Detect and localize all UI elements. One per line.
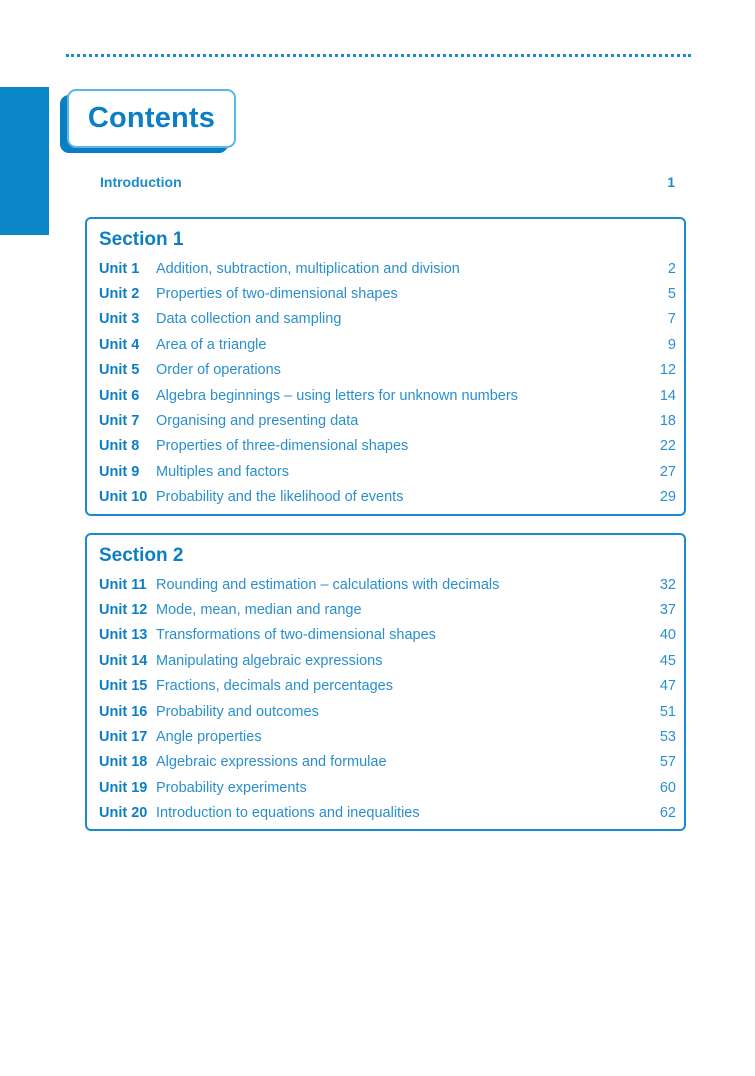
toc-entry-introduction[interactable] bbox=[100, 172, 675, 192]
unit-label: Unit 13 bbox=[99, 627, 148, 644]
section-1-title: Section 1 bbox=[99, 229, 184, 250]
unit-label: Unit 12 bbox=[99, 602, 148, 619]
unit-page-number: 37 bbox=[659, 602, 676, 619]
unit-page-number: 18 bbox=[659, 413, 676, 430]
toc-entry-unit[interactable] bbox=[99, 801, 676, 826]
toc-entry-unit[interactable] bbox=[99, 459, 676, 484]
toc-entry-unit[interactable] bbox=[99, 408, 676, 433]
unit-title: Area of a triangle bbox=[156, 336, 267, 353]
unit-page-number: 32 bbox=[659, 576, 676, 593]
unit-label: Unit 1 bbox=[99, 260, 140, 277]
unit-page-number: 57 bbox=[659, 754, 676, 771]
unit-title: Order of operations bbox=[156, 362, 281, 379]
toc-entry-unit[interactable] bbox=[99, 281, 676, 306]
page-title: Contents bbox=[87, 102, 216, 134]
unit-label: Unit 16 bbox=[99, 703, 148, 720]
toc-entry-unit[interactable] bbox=[99, 485, 676, 510]
unit-title: Properties of three-dimensional shapes bbox=[156, 438, 409, 455]
unit-page-number: 51 bbox=[659, 703, 676, 720]
toc-entry-unit[interactable] bbox=[99, 572, 676, 597]
unit-label: Unit 2 bbox=[99, 286, 140, 303]
toc-entry-unit[interactable] bbox=[99, 358, 676, 383]
unit-title: Addition, subtraction, multiplication and division bbox=[156, 260, 460, 277]
section-1-unit-list bbox=[99, 256, 676, 510]
side-color-tab bbox=[0, 87, 49, 235]
unit-page-number: 22 bbox=[659, 438, 676, 455]
unit-title: Probability and outcomes bbox=[156, 703, 319, 720]
toc-entry-unit[interactable] bbox=[99, 597, 676, 622]
toc-entry-unit[interactable] bbox=[99, 332, 676, 357]
unit-title: Data collection and sampling bbox=[156, 311, 342, 328]
toc-entry-unit[interactable] bbox=[99, 307, 676, 332]
unit-title: Manipulating algebraic expressions bbox=[156, 652, 383, 669]
unit-label: Unit 5 bbox=[99, 362, 140, 379]
unit-page-number: 14 bbox=[659, 387, 676, 404]
section-2-unit-list bbox=[99, 572, 676, 826]
unit-title: Introduction to equations and inequalities bbox=[156, 805, 420, 822]
toc-entry-unit[interactable] bbox=[99, 750, 676, 775]
toc-entry-unit[interactable] bbox=[99, 256, 676, 281]
unit-title: Probability experiments bbox=[156, 779, 307, 796]
toc-entry-unit[interactable] bbox=[99, 674, 676, 699]
unit-page-number: 40 bbox=[659, 627, 676, 644]
unit-label: Unit 3 bbox=[99, 311, 140, 328]
unit-title: Angle properties bbox=[156, 729, 262, 746]
unit-label: Unit 11 bbox=[99, 576, 147, 593]
unit-title: Transformations of two-dimensional shapes bbox=[156, 627, 436, 644]
unit-label: Unit 18 bbox=[99, 754, 148, 771]
unit-title: Probability and the likelihood of events bbox=[156, 489, 404, 506]
unit-label: Unit 6 bbox=[99, 387, 140, 404]
toc-entry-unit[interactable] bbox=[99, 699, 676, 724]
unit-label: Unit 4 bbox=[99, 336, 140, 353]
section-1-box bbox=[85, 217, 686, 516]
toc-entry-unit[interactable] bbox=[99, 623, 676, 648]
unit-label: Unit 7 bbox=[99, 413, 140, 430]
unit-page-number: 12 bbox=[659, 362, 676, 379]
unit-page-number: 53 bbox=[659, 729, 676, 746]
toc-entry-unit[interactable] bbox=[99, 648, 676, 673]
unit-page-number: 60 bbox=[659, 779, 676, 796]
unit-page-number: 29 bbox=[659, 489, 676, 506]
toc-entry-unit[interactable] bbox=[99, 383, 676, 408]
unit-title: Algebra beginnings – using letters for unknown numbers bbox=[156, 387, 518, 404]
top-dotted-divider bbox=[66, 54, 691, 57]
unit-title: Mode, mean, median and range bbox=[156, 602, 362, 619]
contents-title-box bbox=[67, 89, 236, 148]
unit-page-number: 47 bbox=[659, 678, 676, 695]
unit-page-number: 7 bbox=[667, 311, 676, 328]
unit-label: Unit 10 bbox=[99, 489, 148, 506]
unit-page-number: 62 bbox=[659, 805, 676, 822]
unit-page-number: 2 bbox=[667, 260, 676, 277]
unit-title: Algebraic expressions and formulae bbox=[156, 754, 387, 771]
section-2-title: Section 2 bbox=[99, 545, 184, 566]
unit-page-number: 5 bbox=[667, 286, 676, 303]
unit-title: Properties of two-dimensional shapes bbox=[156, 286, 398, 303]
unit-title: Rounding and estimation – calculations with decimals bbox=[156, 576, 500, 593]
unit-page-number: 27 bbox=[659, 463, 676, 480]
unit-title: Fractions, decimals and percentages bbox=[156, 678, 393, 695]
unit-label: Unit 19 bbox=[99, 779, 148, 796]
unit-page-number: 9 bbox=[667, 336, 676, 353]
toc-entry-unit[interactable] bbox=[99, 724, 676, 749]
toc-entry-unit[interactable] bbox=[99, 775, 676, 800]
unit-label: Unit 14 bbox=[99, 652, 148, 669]
unit-title: Organising and presenting data bbox=[156, 413, 359, 430]
introduction-page-number: 1 bbox=[667, 174, 675, 190]
unit-label: Unit 17 bbox=[99, 729, 148, 746]
introduction-label: Introduction bbox=[100, 174, 182, 190]
unit-label: Unit 20 bbox=[99, 805, 148, 822]
section-2-box bbox=[85, 533, 686, 831]
unit-label: Unit 8 bbox=[99, 438, 140, 455]
toc-entry-unit[interactable] bbox=[99, 434, 676, 459]
unit-title: Multiples and factors bbox=[156, 463, 289, 480]
unit-label: Unit 15 bbox=[99, 678, 148, 695]
unit-label: Unit 9 bbox=[99, 463, 140, 480]
unit-page-number: 45 bbox=[659, 652, 676, 669]
